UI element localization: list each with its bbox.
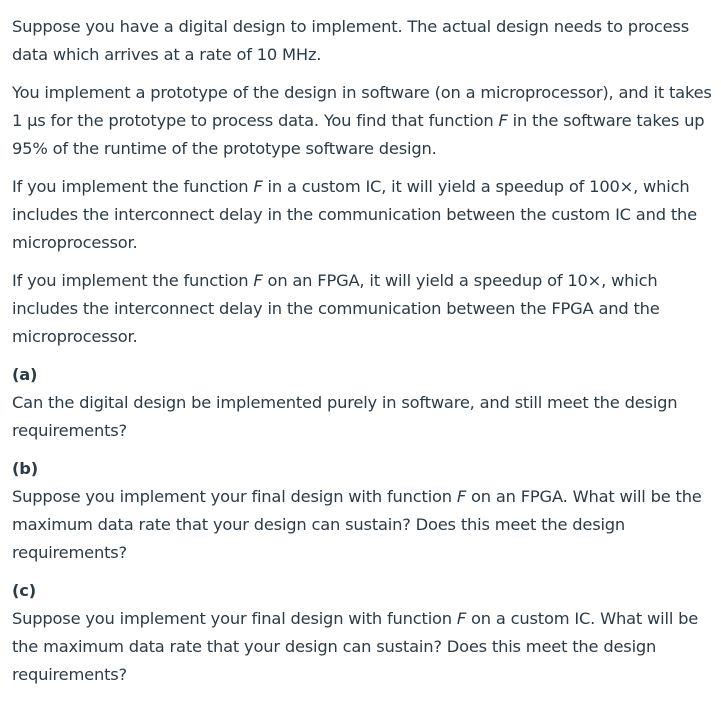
part-label: (b) <box>12 459 38 478</box>
intro-text: Suppose you have a digital design to implement. The actual design needs to process data which arrives at a rate of 10 MHz. <box>12 17 689 64</box>
question-text: on a custom IC. What will be the maximum data rate that your design can sustain? Does this meet the design requirements? <box>12 609 699 684</box>
part-question <box>12 389 715 445</box>
intro-text: You implement a prototype of the design in software (on a microprocessor), and it takes 1 µs for the prototype to process data. You find that function <box>12 83 712 130</box>
question-text: on an FPGA. What will be the maximum data rate that your design can sustain? Does this meet the design requirements? <box>12 487 702 562</box>
part-b <box>12 455 715 567</box>
intro-paragraph-2 <box>12 79 715 163</box>
part-label: (a) <box>12 365 38 384</box>
intro-text: in a custom IC, it will yield a speedup of 100×, which includes the interconnect delay in the communication between the custom IC and the microprocessor. <box>12 177 697 252</box>
part-a <box>12 361 715 445</box>
function-f-symbol: F <box>253 271 263 290</box>
intro-text: on an FPGA, it will yield a speedup of 10×, which includes the interconnect delay in the communication between the FPGA and the microprocessor. <box>12 271 660 346</box>
intro-text: If you implement the function <box>12 177 254 196</box>
intro-paragraph-4 <box>12 267 715 351</box>
question-text: Can the digital design be implemented purely in software, and still meet the design requirements? <box>12 393 678 440</box>
question-text: Suppose you implement your final design with function <box>12 487 457 506</box>
function-f-symbol: F <box>456 609 467 628</box>
intro-text: If you implement the function <box>12 271 254 290</box>
part-question <box>12 605 715 689</box>
intro-paragraph-3 <box>12 173 715 257</box>
function-f-symbol: F <box>456 487 467 506</box>
part-question <box>12 483 715 567</box>
function-f-symbol: F <box>253 177 263 196</box>
question-text: Suppose you implement your final design with function <box>12 609 457 628</box>
function-f-symbol: F <box>498 111 508 130</box>
intro-paragraph-1 <box>12 13 715 69</box>
part-label: (c) <box>12 581 36 600</box>
part-c <box>12 577 715 689</box>
intro-text: in the software takes up 95% of the runtime of the prototype software design. <box>12 111 705 158</box>
